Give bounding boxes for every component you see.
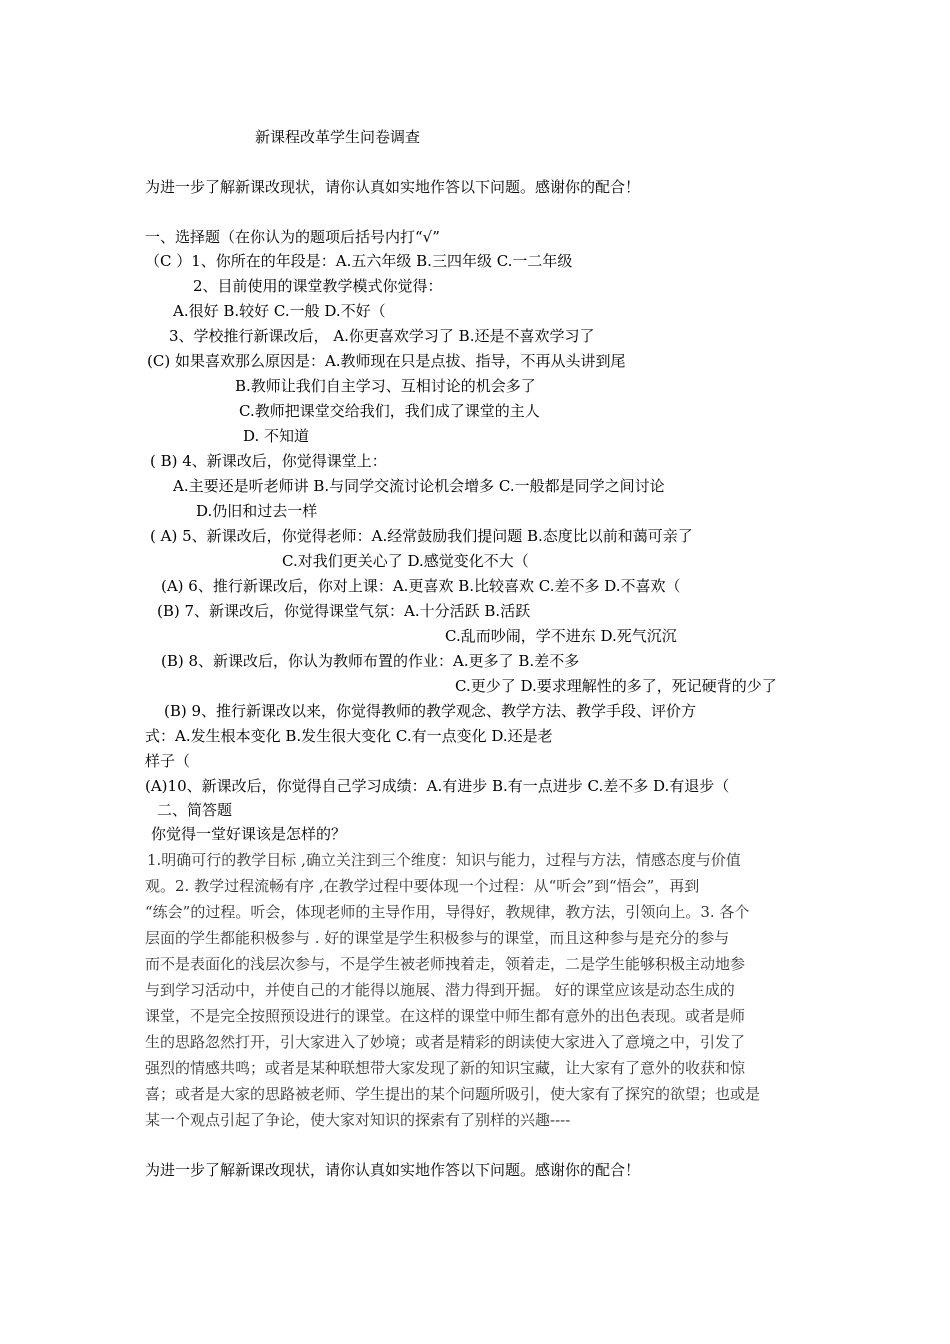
question-8-options: C.更少了 D.要求理解性的多了，死记硬背的少了 (455, 677, 777, 695)
question-4-options: A.主要还是听老师讲 B.与同学交流讨论机会增多 C.一般都是同学之间讨论 (173, 477, 665, 495)
question-4-option-d: D.仍旧和过去一样 (196, 502, 318, 520)
question-9-options-end: 样子（ (145, 752, 191, 770)
page-title: 新课程改革学生问卷调查 (255, 128, 421, 146)
question-10: (A)10、新课改后，你觉得自己学习成绩：A.有进步 B.有一点进步 C.差不多 D.有退步（ (145, 777, 730, 795)
section2-question: 你觉得一堂好课该是怎样的？ (151, 825, 347, 843)
question-2: 2、目前使用的课堂教学模式你觉得： (193, 277, 443, 295)
section1-heading: 一、选择题（在你认为的题项后括号内打“√” (145, 228, 440, 246)
answer-line: 生的思路忽然打开，引大家进入了妙境；或者是精彩的朗读使大家进入了意境之中，引发了 (145, 1033, 746, 1051)
answer-line: 1.明确可行的教学目标 ,确立关注到三个维度：知识与能力，过程与方法，情感态度与价值 (147, 851, 741, 869)
answer-line: 层面的学生都能积极参与 . 好的课堂是学生积极参与的课堂，而且这种参与是充分的参与 (145, 929, 730, 947)
closing-text: 为进一步了解新课改现状，请你认真如实地作答以下问题。感谢你的配合！ (145, 1161, 641, 1179)
section2-heading: 二、简答题 (157, 801, 233, 819)
question-3-option-c: C.教师把课堂交给我们，我们成了课堂的主人 (239, 402, 540, 420)
question-7-options: C.乱而吵闹，学不进东 D.死气沉沉 (445, 627, 677, 645)
answer-line: 与到学习活动中，并使自己的才能得以施展、潜力得到开掘。 好的课堂应该是动态生成的 (145, 981, 735, 999)
answer-line: 观。2. 教学过程流畅有序 ,在教学过程中要体现一个过程：从“听会”到“悟会”，再到 (145, 877, 700, 895)
question-3: 3、学校推行新课改后， A.你更喜欢学习了 B.还是不喜欢学习了 (169, 327, 595, 345)
question-4: ( B) 4、新课改后，你觉得课堂上： (150, 452, 387, 470)
question-2-options: A.很好 B.较好 C.一般 D.不好（ (173, 302, 386, 320)
answer-line: 而不是表面化的浅层次参与，不是学生被老师拽着走，领着走，二是学生能够积极主动地参 (145, 955, 746, 973)
question-9-options: 式：A.发生根本变化 B.发生很大变化 C.有一点变化 D.还是老 (145, 727, 553, 745)
answer-line: 某一个观点引起了争论，使大家对知识的探索有了别样的兴趣---- (145, 1111, 571, 1129)
answer-line: “练会”的过程。听会，体现老师的主导作用，导得好，教规律，教方法，引领向上。3. 各个 (145, 903, 750, 921)
intro-text: 为进一步了解新课改现状，请你认真如实地作答以下问题。感谢你的配合！ (145, 178, 641, 196)
question-9: (B) 9、推行新课改以来，你觉得教师的教学观念、教学方法、教学手段、评价方 (164, 702, 697, 720)
question-6: (A) 6、推行新课改后，你对上课：A.更喜欢 B.比较喜欢 C.差不多 D.不喜欢（ (161, 577, 681, 595)
answer-line: 强烈的情感共鸣；或者是某种联想带大家发现了新的知识宝藏，让大家有了意外的收获和惊 (145, 1059, 746, 1077)
answer-line: 课堂，不是完全按照预设进行的课堂。在这样的课堂中师生都有意外的出色表现。或者是师 (145, 1007, 746, 1025)
question-3-option-d: D. 不知道 (243, 427, 310, 445)
question-5-options: C.对我们更关心了 D.感觉变化不大（ (282, 552, 529, 570)
question-3-option-b: B.教师让我们自主学习、互相讨论的机会多了 (235, 377, 536, 395)
question-3-reason: (C) 如果喜欢那么原因是：A.教师现在只是点拔、指导，不再从头讲到尾 (147, 352, 626, 370)
question-5: ( A) 5、新课改后，你觉得老师：A.经常鼓励我们提问题 B.态度比以前和蔼可亲了 (150, 527, 693, 545)
question-1: （C ）1、你所在的年段是：A.五六年级 B.三四年级 C.一二年级 (145, 252, 573, 270)
question-7: (B) 7、新课改后，你觉得课堂气氛：A.十分活跃 B.活跃 (157, 602, 531, 620)
question-8: (B) 8、新课改后，你认为教师布置的作业：A.更多了 B.差不多 (161, 652, 580, 670)
answer-line: 喜；或者是大家的思路被老师、学生提出的某个问题所吸引，使大家有了探究的欲望；也或是 (145, 1085, 761, 1103)
